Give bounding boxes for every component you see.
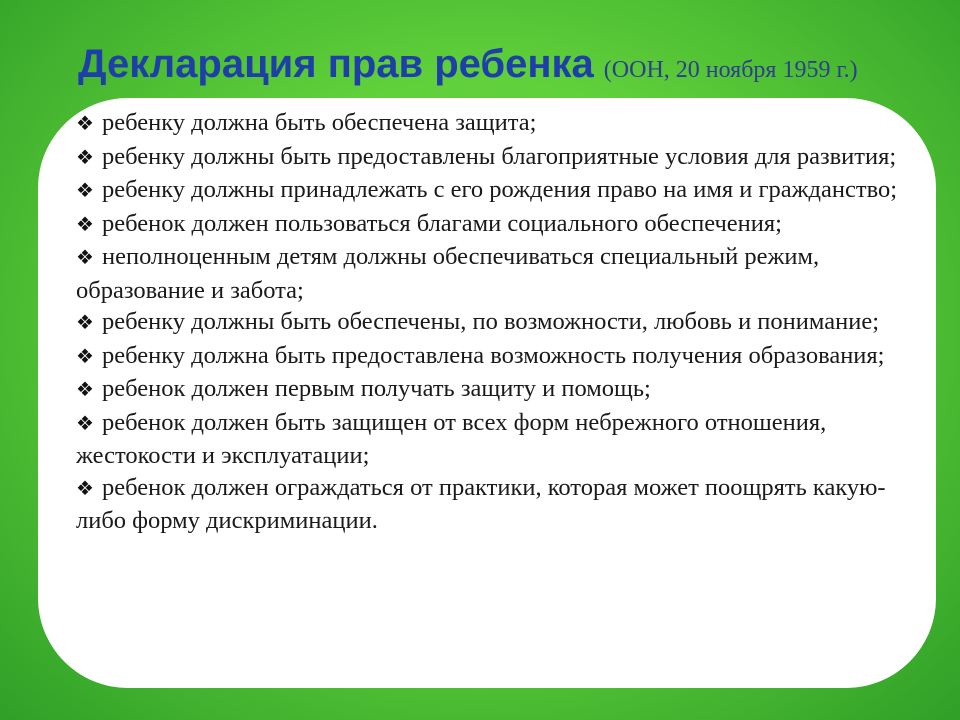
- list-item: [76, 373, 916, 407]
- diamond-bullet-icon: ❖: [76, 379, 94, 401]
- diamond-bullet-icon: ❖: [76, 412, 94, 435]
- list-item: [76, 407, 916, 472]
- list-item-text: ребенку должны быть обеспечены, по возможности, любовь и понимание;: [102, 308, 880, 335]
- title-subtitle: (ООН, 20 ноября 1959 г.): [603, 57, 858, 83]
- list-item: [76, 241, 916, 306]
- list-item-text: ребенку должна быть обеспечена защита;: [102, 109, 537, 136]
- diamond-bullet-icon: ❖: [76, 247, 94, 269]
- rights-list: [76, 107, 916, 537]
- list-item: [76, 141, 916, 175]
- title-main: Декларация прав ребенка: [78, 42, 594, 86]
- list-item-text: ребенок должен пользоваться благами социального обеспечения;: [102, 209, 782, 237]
- list-item: [76, 107, 916, 141]
- diamond-bullet-icon: ❖: [76, 312, 94, 334]
- list-item-text: ребенок должен быть защищен от всех форм небрежного отношения, жестокости и эксплуатации;: [76, 408, 827, 469]
- list-item-text: ребенок должен ограждаться от практики, которая может поощрять какую-либо форму дискриминации.: [76, 473, 886, 534]
- diamond-bullet-icon: ❖: [76, 345, 94, 368]
- list-item-text: ребенок должен первым получать защиту и помощь;: [102, 375, 651, 402]
- list-item-text: ребенку должны быть предоставлены благоприятные условия для развития;: [102, 142, 897, 170]
- diamond-bullet-icon: ❖: [76, 113, 94, 135]
- page-title: [78, 42, 858, 87]
- list-item-text: ребенку должна быть предоставлена возможность получения образования;: [102, 341, 885, 369]
- list-item: [76, 208, 916, 242]
- diamond-bullet-icon: ❖: [76, 213, 94, 236]
- list-item-text: неполноценным детям должны обеспечиваться специальный режим, образование и забота;: [76, 243, 820, 304]
- diamond-bullet-icon: ❖: [76, 180, 94, 202]
- diamond-bullet-icon: ❖: [76, 146, 94, 169]
- list-item: [76, 306, 916, 340]
- list-item: [76, 174, 916, 208]
- list-item: [76, 340, 916, 374]
- diamond-bullet-icon: ❖: [76, 477, 94, 500]
- list-item-text: ребенку должны принадлежать с его рождения право на имя и гражданство;: [102, 176, 898, 203]
- list-item: [76, 472, 916, 537]
